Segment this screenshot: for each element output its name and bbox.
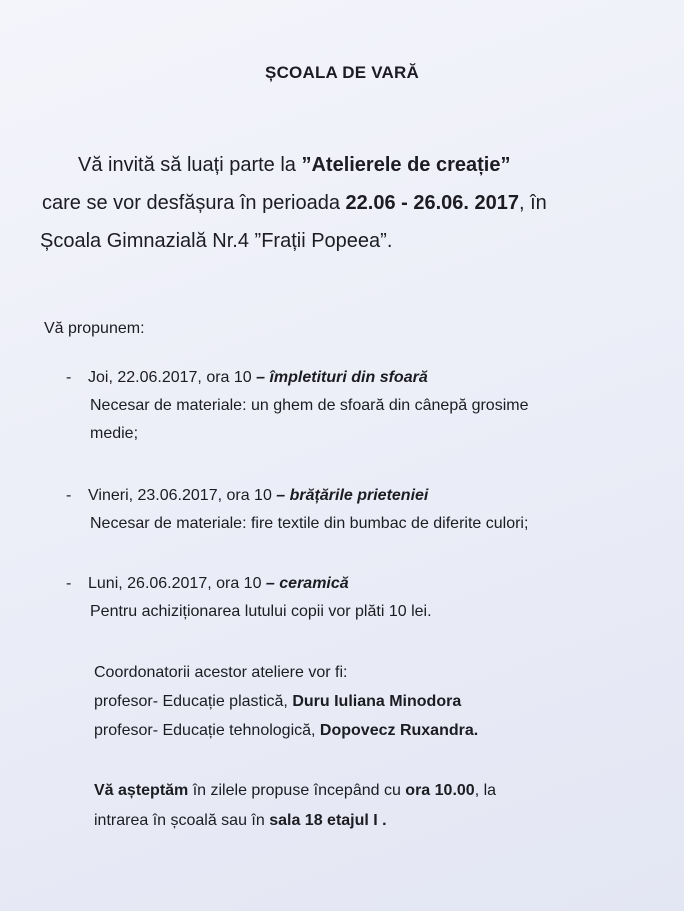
period-dates: 22.06 - 26.06. 2017 [345, 192, 519, 214]
intro-paragraph [40, 146, 670, 260]
item-detail: Necesar de materiale: un ghem de sfoară din cânepă grosime [90, 397, 529, 414]
list-dash: - [66, 487, 72, 504]
item-date: Vineri, 23.06.2017, ora 10 [88, 487, 277, 504]
item-activity: – ceramică [265, 575, 349, 592]
item-activity: – împletituri din sfoară [256, 369, 428, 386]
start-time: ora 10.00 [405, 782, 475, 799]
intro-line-1 [40, 146, 670, 184]
proposals-heading: Vă propunem: [44, 320, 145, 337]
list-item [66, 482, 646, 538]
intro-line-2 [40, 184, 670, 222]
intro-line-2-suffix: , în [519, 192, 547, 214]
item-activity: – brățările prieteniei [276, 487, 429, 504]
coordinators-block [94, 658, 654, 745]
coordinator-2-name: Dopovecz Ruxandra. [319, 722, 479, 739]
page-title: ȘCOALA DE VARĂ [265, 63, 419, 82]
closing-paragraph [94, 776, 654, 836]
intro-line-2-text: care se vor desfășura în perioada [42, 192, 346, 214]
item-date: Luni, 26.06.2017, ora 10 [88, 575, 266, 592]
intro-line-1-text: Vă invită să luați parte la [78, 154, 302, 176]
item-detail: Pentru achiziționarea lutului copii vor plăti 10 lei. [90, 603, 432, 620]
closing-greeting: Vă așteptăm [94, 782, 189, 799]
item-date: Joi, 22.06.2017, ora 10 [88, 369, 257, 386]
list-item [66, 364, 646, 448]
closing-line-1 [94, 776, 654, 806]
closing-line-2 [94, 806, 654, 836]
list-item [66, 570, 646, 626]
coordinator-1-role: profesor- Educație plastică, [94, 693, 293, 710]
closing-text-3: intrarea în școală sau în [94, 812, 270, 829]
intro-line-3: Școala Gimnazială Nr.4 ”Frații Popeea”. [40, 230, 393, 252]
coordinator-2 [94, 716, 654, 745]
closing-text-2: , la [474, 782, 497, 799]
list-dash: - [66, 575, 72, 592]
workshop-name: ”Atelierele de creație” [301, 154, 511, 176]
list-dash: - [66, 369, 72, 386]
coordinator-1-name: Duru Iuliana Minodora [292, 693, 462, 710]
item-detail-continued: medie; [90, 425, 139, 442]
closing-text-1: în zilele propuse începând cu [188, 782, 406, 799]
coordinator-2-role: profesor- Educație tehnologică, [94, 722, 320, 739]
item-detail: Necesar de materiale: fire textile din bumbac de diferite culori; [90, 515, 529, 532]
coordinators-heading: Coordonatorii acestor ateliere vor fi: [94, 664, 348, 681]
coordinator-1 [94, 687, 654, 716]
room-location: sala 18 etajul I . [269, 812, 387, 829]
